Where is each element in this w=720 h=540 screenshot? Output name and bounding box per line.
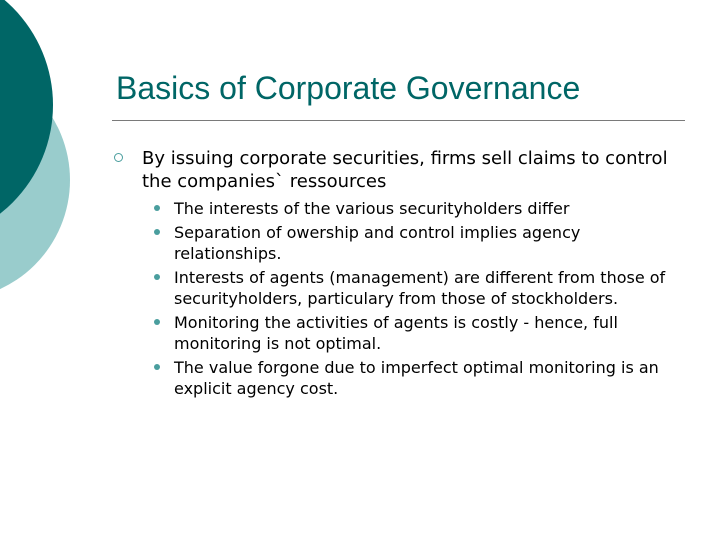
sub-bullet-text: Separation of owership and control implies agency relationships. [174,223,581,263]
sub-bullet-item [174,267,679,309]
hollow-circle-bullet-icon [114,153,123,162]
sub-bullet-text: The value forgone due to imperfect optimal monitoring is an explicit agency cost. [174,358,659,398]
filled-dot-bullet-icon [154,364,160,370]
main-bullet-point [142,147,687,193]
sub-bullet-item [174,222,679,264]
sub-bullet-item [174,198,679,219]
slide-title: Basics of Corporate Governance [116,70,581,106]
filled-dot-bullet-icon [154,274,160,280]
filled-dot-bullet-icon [154,205,160,211]
sub-bullet-item [174,312,679,354]
sub-bullet-list [0,198,720,399]
sub-bullet-item [174,357,679,399]
slide-content [0,147,720,402]
filled-dot-bullet-icon [154,319,160,325]
sub-bullet-text: The interests of the various securityholders differ [174,199,570,218]
sub-bullet-text: Interests of agents (management) are different from those of securityholders, particulary from those of stockholders. [174,268,666,308]
filled-dot-bullet-icon [154,229,160,235]
main-bullet-text: By issuing corporate securities, firms sell claims to control the companies` ressources [142,148,668,192]
sub-bullet-text: Monitoring the activities of agents is costly - hence, full monitoring is not optimal. [174,313,618,353]
title-divider [112,120,685,121]
